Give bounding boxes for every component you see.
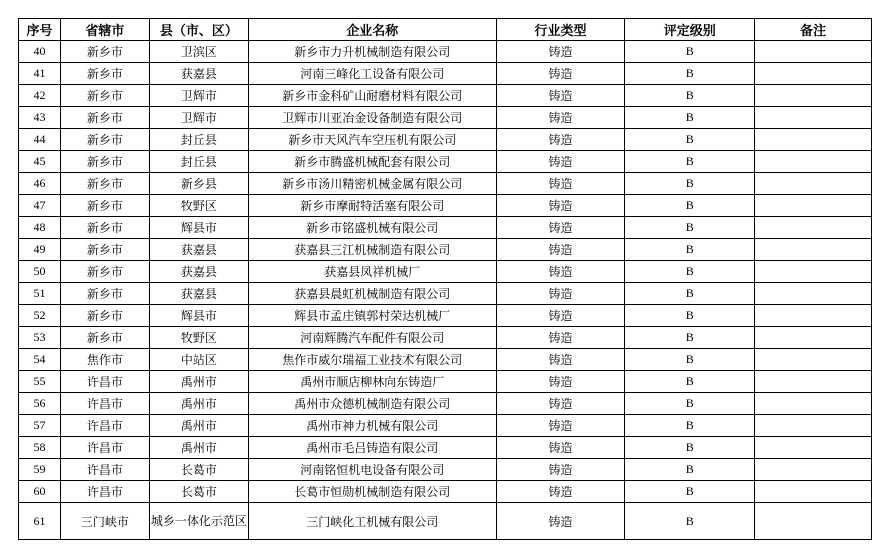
cell-industry: 铸造 xyxy=(496,481,625,503)
cell-index: 49 xyxy=(19,239,61,261)
cell-company: 河南三峰化工设备有限公司 xyxy=(248,63,496,85)
cell-index: 53 xyxy=(19,327,61,349)
cell-grade: B xyxy=(625,261,755,283)
cell-remarks xyxy=(755,459,872,481)
cell-index: 46 xyxy=(19,173,61,195)
cell-index: 54 xyxy=(19,349,61,371)
cell-industry: 铸造 xyxy=(496,305,625,327)
cell-company: 三门峡化工机械有限公司 xyxy=(248,503,496,540)
cell-index: 42 xyxy=(19,85,61,107)
cell-county: 获嘉县 xyxy=(149,261,248,283)
cell-county: 获嘉县 xyxy=(149,63,248,85)
cell-city: 三门峡市 xyxy=(60,503,149,540)
cell-grade: B xyxy=(625,85,755,107)
cell-grade: B xyxy=(625,327,755,349)
cell-industry: 铸造 xyxy=(496,173,625,195)
cell-city: 新乡市 xyxy=(60,151,149,173)
table-row xyxy=(19,173,872,195)
cell-remarks xyxy=(755,503,872,540)
cell-remarks xyxy=(755,63,872,85)
cell-city: 新乡市 xyxy=(60,129,149,151)
cell-remarks xyxy=(755,437,872,459)
cell-remarks xyxy=(755,239,872,261)
cell-city: 许昌市 xyxy=(60,481,149,503)
cell-company: 新乡市力升机械制造有限公司 xyxy=(248,41,496,63)
cell-county: 辉县市 xyxy=(149,305,248,327)
cell-county: 城乡一体化示范区 xyxy=(149,503,248,540)
cell-city: 新乡市 xyxy=(60,327,149,349)
table-row xyxy=(19,129,872,151)
cell-grade: B xyxy=(625,129,755,151)
table-row xyxy=(19,217,872,239)
cell-city: 新乡市 xyxy=(60,85,149,107)
table-row xyxy=(19,151,872,173)
cell-company: 禹州市顺店柳林向东铸造厂 xyxy=(248,371,496,393)
cell-company: 焦作市威尔瑞福工业技术有限公司 xyxy=(248,349,496,371)
table-body xyxy=(19,41,872,540)
cell-index: 40 xyxy=(19,41,61,63)
cell-city: 许昌市 xyxy=(60,459,149,481)
cell-grade: B xyxy=(625,349,755,371)
cell-index: 58 xyxy=(19,437,61,459)
cell-industry: 铸造 xyxy=(496,41,625,63)
table-row xyxy=(19,349,872,371)
cell-grade: B xyxy=(625,283,755,305)
cell-index: 55 xyxy=(19,371,61,393)
cell-index: 44 xyxy=(19,129,61,151)
cell-company: 禹州市神力机械有限公司 xyxy=(248,415,496,437)
cell-remarks xyxy=(755,217,872,239)
cell-company: 辉县市孟庄镇郭村荣达机械厂 xyxy=(248,305,496,327)
cell-city: 新乡市 xyxy=(60,217,149,239)
cell-company: 获嘉县三江机械制造有限公司 xyxy=(248,239,496,261)
cell-index: 45 xyxy=(19,151,61,173)
cell-industry: 铸造 xyxy=(496,151,625,173)
cell-industry: 铸造 xyxy=(496,459,625,481)
cell-grade: B xyxy=(625,107,755,129)
cell-company: 获嘉县凤祥机械厂 xyxy=(248,261,496,283)
header-industry: 行业类型 xyxy=(496,19,625,41)
table-row xyxy=(19,503,872,540)
cell-county: 禹州市 xyxy=(149,393,248,415)
cell-remarks xyxy=(755,261,872,283)
cell-remarks xyxy=(755,41,872,63)
cell-company: 河南铭恒机电设备有限公司 xyxy=(248,459,496,481)
cell-grade: B xyxy=(625,393,755,415)
cell-city: 新乡市 xyxy=(60,305,149,327)
cell-grade: B xyxy=(625,481,755,503)
cell-city: 许昌市 xyxy=(60,371,149,393)
cell-company: 获嘉县晨虹机械制造有限公司 xyxy=(248,283,496,305)
cell-remarks xyxy=(755,415,872,437)
cell-index: 41 xyxy=(19,63,61,85)
cell-city: 新乡市 xyxy=(60,107,149,129)
cell-grade: B xyxy=(625,437,755,459)
table-row xyxy=(19,195,872,217)
table-row xyxy=(19,41,872,63)
cell-remarks xyxy=(755,195,872,217)
cell-city: 新乡市 xyxy=(60,283,149,305)
cell-city: 新乡市 xyxy=(60,239,149,261)
cell-company: 新乡市天风汽车空压机有限公司 xyxy=(248,129,496,151)
cell-remarks xyxy=(755,481,872,503)
cell-index: 52 xyxy=(19,305,61,327)
cell-company: 新乡市金科矿山耐磨材料有限公司 xyxy=(248,85,496,107)
cell-index: 57 xyxy=(19,415,61,437)
cell-grade: B xyxy=(625,63,755,85)
cell-industry: 铸造 xyxy=(496,107,625,129)
cell-company: 新乡市铭盛机械有限公司 xyxy=(248,217,496,239)
cell-county: 牧野区 xyxy=(149,327,248,349)
cell-industry: 铸造 xyxy=(496,85,625,107)
cell-company: 长葛市恒勋机械制造有限公司 xyxy=(248,481,496,503)
cell-grade: B xyxy=(625,305,755,327)
cell-county: 禹州市 xyxy=(149,415,248,437)
cell-industry: 铸造 xyxy=(496,217,625,239)
table-row xyxy=(19,371,872,393)
cell-county: 禹州市 xyxy=(149,437,248,459)
header-company: 企业名称 xyxy=(248,19,496,41)
cell-city: 许昌市 xyxy=(60,415,149,437)
cell-grade: B xyxy=(625,459,755,481)
cell-industry: 铸造 xyxy=(496,503,625,540)
cell-county: 封丘县 xyxy=(149,129,248,151)
cell-remarks xyxy=(755,393,872,415)
cell-index: 47 xyxy=(19,195,61,217)
table-row xyxy=(19,415,872,437)
cell-industry: 铸造 xyxy=(496,415,625,437)
cell-county: 获嘉县 xyxy=(149,283,248,305)
table-row xyxy=(19,63,872,85)
cell-city: 新乡市 xyxy=(60,63,149,85)
cell-city: 焦作市 xyxy=(60,349,149,371)
cell-index: 50 xyxy=(19,261,61,283)
table-row xyxy=(19,261,872,283)
cell-county: 禹州市 xyxy=(149,371,248,393)
header-index: 序号 xyxy=(19,19,61,41)
cell-industry: 铸造 xyxy=(496,261,625,283)
cell-industry: 铸造 xyxy=(496,283,625,305)
cell-remarks xyxy=(755,283,872,305)
table-row xyxy=(19,283,872,305)
cell-company: 新乡市摩耐特活塞有限公司 xyxy=(248,195,496,217)
cell-remarks xyxy=(755,85,872,107)
cell-county: 牧野区 xyxy=(149,195,248,217)
cell-company: 新乡市腾盛机械配套有限公司 xyxy=(248,151,496,173)
cell-county: 获嘉县 xyxy=(149,239,248,261)
header-remarks: 备注 xyxy=(755,19,872,41)
header-row xyxy=(19,19,872,41)
cell-industry: 铸造 xyxy=(496,239,625,261)
header-grade: 评定级别 xyxy=(625,19,755,41)
cell-index: 48 xyxy=(19,217,61,239)
cell-county: 卫辉市 xyxy=(149,107,248,129)
cell-company: 新乡市汤川精密机械金属有限公司 xyxy=(248,173,496,195)
cell-index: 60 xyxy=(19,481,61,503)
cell-city: 新乡市 xyxy=(60,195,149,217)
cell-city: 新乡市 xyxy=(60,173,149,195)
cell-remarks xyxy=(755,349,872,371)
cell-grade: B xyxy=(625,195,755,217)
cell-index: 59 xyxy=(19,459,61,481)
cell-city: 许昌市 xyxy=(60,393,149,415)
cell-company: 禹州市众德机械制造有限公司 xyxy=(248,393,496,415)
cell-city: 新乡市 xyxy=(60,261,149,283)
cell-county: 卫滨区 xyxy=(149,41,248,63)
cell-grade: B xyxy=(625,239,755,261)
cell-remarks xyxy=(755,129,872,151)
cell-industry: 铸造 xyxy=(496,129,625,151)
cell-grade: B xyxy=(625,173,755,195)
cell-company: 禹州市毛吕铸造有限公司 xyxy=(248,437,496,459)
cell-county: 卫辉市 xyxy=(149,85,248,107)
table-row xyxy=(19,459,872,481)
table-row xyxy=(19,327,872,349)
cell-index: 61 xyxy=(19,503,61,540)
cell-industry: 铸造 xyxy=(496,393,625,415)
cell-industry: 铸造 xyxy=(496,371,625,393)
table-row xyxy=(19,437,872,459)
table-row xyxy=(19,85,872,107)
cell-county: 封丘县 xyxy=(149,151,248,173)
cell-remarks xyxy=(755,173,872,195)
cell-remarks xyxy=(755,371,872,393)
table-row xyxy=(19,107,872,129)
cell-county: 辉县市 xyxy=(149,217,248,239)
cell-company: 卫辉市川亚冶金设备制造有限公司 xyxy=(248,107,496,129)
cell-index: 56 xyxy=(19,393,61,415)
cell-industry: 铸造 xyxy=(496,195,625,217)
table-row xyxy=(19,305,872,327)
cell-county: 长葛市 xyxy=(149,459,248,481)
cell-county: 新乡县 xyxy=(149,173,248,195)
cell-grade: B xyxy=(625,41,755,63)
cell-city: 新乡市 xyxy=(60,41,149,63)
cell-industry: 铸造 xyxy=(496,349,625,371)
cell-grade: B xyxy=(625,415,755,437)
cell-grade: B xyxy=(625,217,755,239)
cell-grade: B xyxy=(625,371,755,393)
cell-industry: 铸造 xyxy=(496,63,625,85)
cell-county: 长葛市 xyxy=(149,481,248,503)
cell-index: 43 xyxy=(19,107,61,129)
table-row xyxy=(19,393,872,415)
cell-city: 许昌市 xyxy=(60,437,149,459)
cell-grade: B xyxy=(625,151,755,173)
cell-remarks xyxy=(755,305,872,327)
enterprise-rating-table xyxy=(18,18,872,540)
cell-grade: B xyxy=(625,503,755,540)
cell-industry: 铸造 xyxy=(496,327,625,349)
header-city: 省辖市 xyxy=(60,19,149,41)
table-row xyxy=(19,239,872,261)
cell-county: 中站区 xyxy=(149,349,248,371)
cell-industry: 铸造 xyxy=(496,437,625,459)
cell-remarks xyxy=(755,107,872,129)
table-row xyxy=(19,481,872,503)
cell-remarks xyxy=(755,151,872,173)
header-county: 县（市、区） xyxy=(149,19,248,41)
cell-company: 河南辉腾汽车配件有限公司 xyxy=(248,327,496,349)
enterprise-rating-sheet xyxy=(18,18,872,540)
cell-index: 51 xyxy=(19,283,61,305)
cell-remarks xyxy=(755,327,872,349)
